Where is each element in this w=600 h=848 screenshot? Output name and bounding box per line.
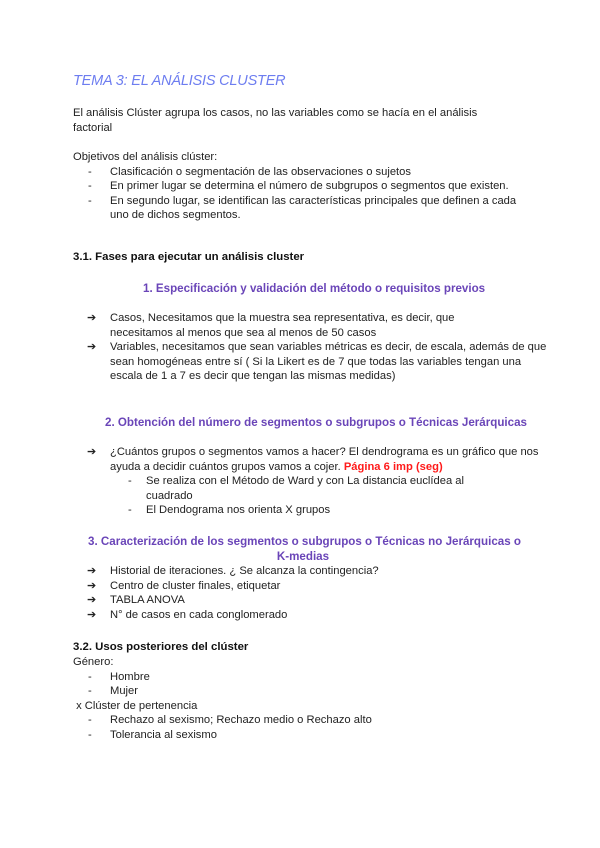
- section-3-2-heading: 3.2. Usos posteriores del clúster: [73, 641, 249, 653]
- list-item: - Tolerancia al sexismo: [73, 728, 533, 743]
- list-item: ➔ Historial de iteraciones. ¿ Se alcanza la contingencia?: [87, 565, 379, 577]
- fase-2-sublist: [73, 474, 533, 518]
- document-title: TEMA 3: EL ANÁLISIS CLUSTER: [73, 73, 286, 89]
- intro-line-1: El análisis Clúster agrupa los casos, no las variables como se hacía en el análisis: [73, 107, 478, 119]
- usos-section: [73, 655, 533, 742]
- fase-1-heading: 1. Especificación y validación del método o requisitos previos: [143, 282, 486, 295]
- fase-3-list: [73, 564, 533, 622]
- list-item: - En segundo lugar, se identifican las características principales que definen a cada uno de dichos segmentos.: [73, 194, 530, 223]
- list-item: - Mujer: [73, 684, 533, 699]
- arrow-right-icon: ➔: [87, 446, 97, 458]
- arrow-right-icon: ➔: [87, 579, 97, 592]
- fase-3-heading-line-2: K-medias: [276, 550, 330, 564]
- objetivos-section: [73, 150, 533, 223]
- list-item: - Rechazo al sexismo; Rechazo medio o Rechazo alto: [73, 713, 533, 728]
- list-item: ➔ N° de casos en cada conglomerado: [87, 608, 288, 621]
- list-item: - El Dendograma nos orienta X grupos: [73, 503, 533, 518]
- list-item: - En primer lugar se determina el número de subgrupos o segmentos que existen.: [73, 179, 510, 194]
- pertenencia-label: x Clúster de pertenencia: [73, 699, 198, 712]
- list-item: ➔ Casos, Necesitamos que la muestra sea representativa, es decir, que necesitamos al menos que sea al menos de 50 casos: [87, 312, 455, 339]
- list-item: - Hombre: [73, 670, 533, 685]
- fase-2-list: [73, 445, 539, 518]
- arrow-right-icon: ➔: [87, 608, 97, 621]
- arrow-right-icon: ➔: [87, 341, 97, 354]
- fase-1-list: [73, 311, 547, 384]
- objetivos-heading: Objetivos del análisis clúster:: [73, 151, 218, 163]
- list-item: ➔ TABLA ANOVA: [87, 594, 185, 607]
- fase-2-heading: 2. Obtención del número de segmentos o subgrupos o Técnicas Jerárquicas: [105, 416, 527, 429]
- list-item: - Se realiza con el Método de Ward y con La distancia euclídea al cuadrado: [73, 474, 496, 503]
- intro-line-2: factorial: [73, 121, 113, 134]
- list-item: ➔ Variables, necesitamos que sean variables métricas es decir, de escala, además de que sean homogéneas entre sí ( Si la Likert es de 7 que todas las variables tengan una escala de 1 a 7 es decir que tengan las mismas medidas): [87, 341, 547, 383]
- arrow-right-icon: ➔: [87, 312, 97, 324]
- fase-3-heading-line-1: 3. Caracterización de los segmentos o subgrupos o Técnicas no Jerárquicas o: [88, 535, 521, 548]
- list-item: ➔ ¿Cuántos grupos o segmentos vamos a hacer? El dendrograma es un gráfico que nos ayuda a decidir cuántos grupos vamos a cojer. Página 6 imp (seg): [87, 446, 539, 473]
- objetivos-list: [73, 165, 533, 223]
- page-reference-highlight: Página 6 imp (seg): [343, 460, 443, 473]
- arrow-right-icon: ➔: [87, 594, 97, 607]
- section-3-1-heading: 3.1. Fases para ejecutar un análisis cluster: [73, 251, 305, 263]
- fase-3-heading: [88, 534, 548, 564]
- list-item: - Clasificación o segmentación de las observaciones o sujetos: [73, 165, 533, 180]
- list-item: ➔ Centro de cluster finales, etiquetar: [87, 579, 281, 592]
- intro-paragraph: [73, 106, 533, 135]
- arrow-right-icon: ➔: [87, 565, 97, 577]
- genero-label: Género:: [73, 656, 114, 668]
